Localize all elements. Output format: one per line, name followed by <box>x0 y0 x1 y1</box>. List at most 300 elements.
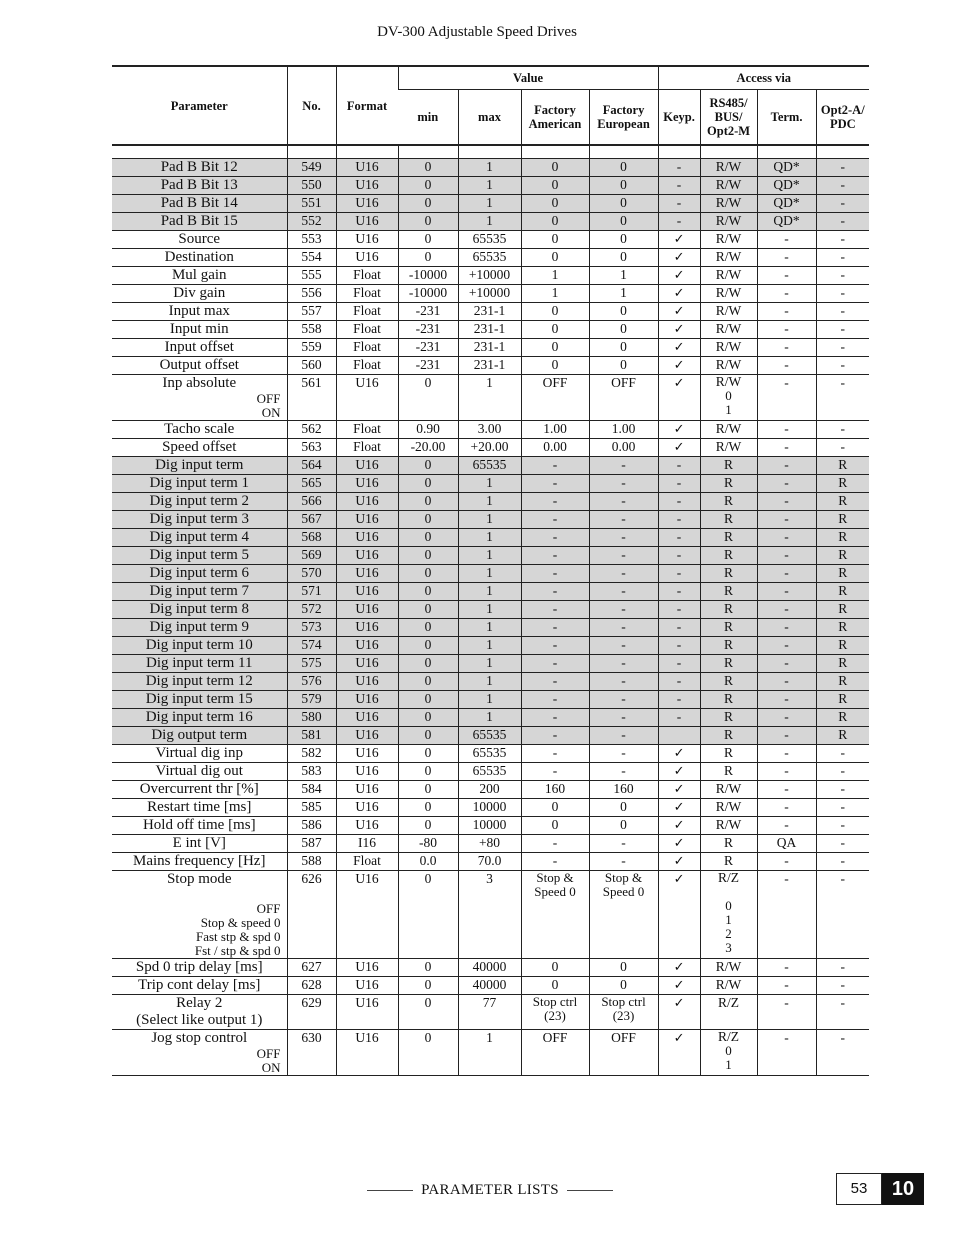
parameter-name: Virtual dig inp <box>155 745 243 761</box>
header-factory-american-l1: Factory <box>534 103 576 117</box>
cell-keypad <box>658 285 700 303</box>
cell-factory-european: - <box>589 727 658 745</box>
cell-parameter <box>112 601 287 619</box>
cell-factory-european: - <box>589 853 658 871</box>
parameter-name: E int [V] <box>172 835 226 851</box>
cell-rs485: R <box>700 745 757 763</box>
cell-opt2a: R <box>816 475 869 493</box>
parameter-name: Input min <box>169 321 229 337</box>
cell-no: 582 <box>287 745 336 763</box>
cell-opt2a: - <box>816 285 869 303</box>
parameter-name: Inp absolute <box>162 375 237 391</box>
cell-factory-american: 0 <box>521 177 589 195</box>
cell-no: 570 <box>287 565 336 583</box>
cell-keypad <box>658 745 700 763</box>
cell-opt2a: R <box>816 511 869 529</box>
parameter-name: Overcurrent thr [%] <box>139 781 259 797</box>
cell-factory-american: Stop ctrl (23) <box>521 995 589 1030</box>
cell-max: 231-1 <box>458 339 521 357</box>
cell-factory-european: - <box>589 745 658 763</box>
cell-rs485: R/W <box>700 231 757 249</box>
keypad-value: - <box>676 619 682 634</box>
cell-factory-american: - <box>521 709 589 727</box>
cell-factory-european: 0 <box>589 303 658 321</box>
cell-rs485: R <box>700 475 757 493</box>
cell-max: 65535 <box>458 249 521 267</box>
table-row <box>112 655 869 673</box>
table-row <box>112 853 869 871</box>
cell-opt2a: R <box>816 691 869 709</box>
header-format: Format <box>336 66 398 145</box>
keypad-value: - <box>676 673 682 688</box>
cell-max: 1 <box>458 177 521 195</box>
cell-factory-european: - <box>589 565 658 583</box>
parameter-name: Dig input term 4 <box>149 529 250 545</box>
cell-parameter <box>112 511 287 529</box>
cell-format: U16 <box>336 583 398 601</box>
cell-factory-european: - <box>589 583 658 601</box>
table-row <box>112 763 869 781</box>
cell-factory-european: Stop & Speed 0 <box>589 871 658 959</box>
cell-opt2a: R <box>816 493 869 511</box>
cell-term: - <box>757 303 816 321</box>
header-rs485 <box>700 90 757 146</box>
cell-term: - <box>757 565 816 583</box>
cell-no: 559 <box>287 339 336 357</box>
cell-max: 1 <box>458 493 521 511</box>
cell-min: 0 <box>398 977 458 995</box>
cell-factory-american: - <box>521 547 589 565</box>
cell-keypad <box>658 835 700 853</box>
parameter-name: Div gain <box>173 285 226 301</box>
cell-format: Float <box>336 357 398 375</box>
cell-no: 558 <box>287 321 336 339</box>
cell-factory-american: - <box>521 619 589 637</box>
cell-format: Float <box>336 285 398 303</box>
cell-no: 566 <box>287 493 336 511</box>
cell-keypad <box>658 619 700 637</box>
cell-max: 1 <box>458 673 521 691</box>
cell-max: 1 <box>458 213 521 231</box>
cell-term: - <box>757 285 816 303</box>
cell-min: 0 <box>398 547 458 565</box>
checkmark-icon: ✓ <box>673 800 685 815</box>
cell-format: Float <box>336 853 398 871</box>
cell-no: 587 <box>287 835 336 853</box>
cell-term: - <box>757 817 816 835</box>
cell-factory-european: - <box>589 763 658 781</box>
cell-max: 40000 <box>458 959 521 977</box>
cell-term: - <box>757 493 816 511</box>
cell-parameter <box>112 817 287 835</box>
cell-max: 1 <box>458 1030 521 1076</box>
cell-max: +20.00 <box>458 439 521 457</box>
cell-max: 70.0 <box>458 853 521 871</box>
option-code: 1 <box>725 1057 732 1072</box>
cell-term: - <box>757 781 816 799</box>
cell-max: 1 <box>458 511 521 529</box>
cell-parameter <box>112 177 287 195</box>
cell-format: U16 <box>336 727 398 745</box>
cell-opt2a: R <box>816 529 869 547</box>
cell-opt2a: - <box>816 995 869 1030</box>
cell-parameter <box>112 457 287 475</box>
cell-format: U16 <box>336 475 398 493</box>
cell-term: - <box>757 1030 816 1076</box>
header-factory-american <box>521 90 589 146</box>
cell-term: QD* <box>757 177 816 195</box>
header-max: max <box>458 90 521 146</box>
cell-opt2a: - <box>816 421 869 439</box>
table-row <box>112 799 869 817</box>
keypad-value: - <box>676 177 682 192</box>
parameter-name: Dig input term 1 <box>149 475 250 491</box>
cell-factory-european: 0 <box>589 321 658 339</box>
cell-parameter <box>112 673 287 691</box>
cell-min: 0 <box>398 375 458 421</box>
table-row <box>112 995 869 1030</box>
cell-max: 65535 <box>458 231 521 249</box>
cell-parameter <box>112 871 287 959</box>
cell-opt2a: - <box>816 439 869 457</box>
cell-keypad <box>658 303 700 321</box>
cell-no: 575 <box>287 655 336 673</box>
parameter-name: Pad B Bit 12 <box>160 159 238 175</box>
parameter-name: Dig output term <box>151 727 248 743</box>
cell-max: 1 <box>458 601 521 619</box>
cell-rs485: R/W <box>700 339 757 357</box>
keypad-value: - <box>676 583 682 598</box>
cell-parameter <box>112 357 287 375</box>
cell-no: 549 <box>287 159 336 177</box>
cell-min: -231 <box>398 303 458 321</box>
cell-factory-american: 0 <box>521 817 589 835</box>
checkmark-icon: ✓ <box>673 872 685 887</box>
header-factory-european-l2: European <box>597 117 650 131</box>
cell-no: 557 <box>287 303 336 321</box>
option-spacer <box>114 888 285 902</box>
cell-term: - <box>757 511 816 529</box>
cell-format: U16 <box>336 673 398 691</box>
table-row <box>112 439 869 457</box>
cell-no: 573 <box>287 619 336 637</box>
parameter-name: Dig input term 16 <box>145 709 253 725</box>
cell-factory-american: 1 <box>521 285 589 303</box>
cell-factory-american: 0.00 <box>521 439 589 457</box>
cell-no: 551 <box>287 195 336 213</box>
cell-keypad <box>658 267 700 285</box>
cell-min: -231 <box>398 339 458 357</box>
option-spacer <box>703 885 755 899</box>
cell-term: - <box>757 655 816 673</box>
cell-keypad <box>658 799 700 817</box>
cell-parameter <box>112 655 287 673</box>
cell-keypad <box>658 959 700 977</box>
cell-factory-american: 0 <box>521 339 589 357</box>
header-gap-row <box>112 145 869 159</box>
parameter-name: Dig input term <box>155 457 244 473</box>
cell-factory-european: Stop ctrl (23) <box>589 995 658 1030</box>
cell-parameter <box>112 959 287 977</box>
cell-keypad <box>658 637 700 655</box>
keypad-value: - <box>676 709 682 724</box>
cell-keypad <box>658 421 700 439</box>
table-body <box>112 145 869 1076</box>
cell-no: 571 <box>287 583 336 601</box>
cell-factory-american: - <box>521 673 589 691</box>
cell-format: Float <box>336 303 398 321</box>
cell-rs485: R/W <box>700 195 757 213</box>
cell-no: 567 <box>287 511 336 529</box>
cell-factory-american: - <box>521 655 589 673</box>
parameter-option: Fast stp & spd 0 <box>195 929 281 944</box>
cell-rs485: R/W <box>700 799 757 817</box>
cell-parameter <box>112 583 287 601</box>
parameter-option: OFF <box>256 1046 281 1061</box>
checkmark-icon: ✓ <box>673 268 685 283</box>
header-keyp: Keyp. <box>658 90 700 146</box>
table-row <box>112 745 869 763</box>
header-parameter: Parameter <box>112 66 287 145</box>
cell-format: U16 <box>336 493 398 511</box>
parameter-name: Restart time [ms] <box>147 799 252 815</box>
cell-format: U16 <box>336 159 398 177</box>
cell-factory-american: - <box>521 835 589 853</box>
cell-factory-american: 160 <box>521 781 589 799</box>
option-code: 2 <box>725 926 732 941</box>
cell-rs485: R <box>700 529 757 547</box>
table-row <box>112 673 869 691</box>
cell-min: 0 <box>398 601 458 619</box>
cell-opt2a: R <box>816 709 869 727</box>
cell-rs485: R/W <box>700 959 757 977</box>
cell-keypad <box>658 231 700 249</box>
cell-max: 1 <box>458 583 521 601</box>
cell-min: -20.00 <box>398 439 458 457</box>
cell-parameter <box>112 547 287 565</box>
cell-min: 0 <box>398 763 458 781</box>
cell-max: +80 <box>458 835 521 853</box>
table-row <box>112 321 869 339</box>
cell-format: U16 <box>336 601 398 619</box>
cell-rs485 <box>700 871 757 959</box>
parameter-name: Virtual dig out <box>155 763 243 779</box>
cell-term: - <box>757 249 816 267</box>
cell-parameter <box>112 285 287 303</box>
cell-no: 584 <box>287 781 336 799</box>
cell-opt2a: R <box>816 619 869 637</box>
cell-term: - <box>757 267 816 285</box>
cell-min: 0 <box>398 249 458 267</box>
option-code: 0 <box>725 388 732 403</box>
table-row <box>112 339 869 357</box>
parameter-name: Hold off time [ms] <box>142 817 256 833</box>
parameter-name: Stop mode <box>166 871 232 887</box>
cell-parameter <box>112 1030 287 1076</box>
checkmark-icon: ✓ <box>673 304 685 319</box>
cell-no: 555 <box>287 267 336 285</box>
table-row <box>112 231 869 249</box>
cell-term: - <box>757 439 816 457</box>
keypad-value: - <box>676 213 682 228</box>
checkmark-icon: ✓ <box>673 422 685 437</box>
table-row <box>112 159 869 177</box>
cell-parameter <box>112 475 287 493</box>
cell-rs485: R <box>700 709 757 727</box>
cell-max: 1 <box>458 691 521 709</box>
checkmark-icon: ✓ <box>673 818 685 833</box>
cell-opt2a: - <box>816 959 869 977</box>
cell-min: 0 <box>398 745 458 763</box>
cell-max: 3 <box>458 871 521 959</box>
cell-min: 0 <box>398 691 458 709</box>
chapter-number: 10 <box>882 1173 924 1205</box>
cell-parameter <box>112 619 287 637</box>
cell-parameter <box>112 565 287 583</box>
parameter-name: Source <box>178 231 221 247</box>
cell-no: 561 <box>287 375 336 421</box>
cell-parameter <box>112 995 287 1030</box>
cell-max: 1 <box>458 375 521 421</box>
cell-factory-european: - <box>589 529 658 547</box>
cell-max: 231-1 <box>458 357 521 375</box>
cell-opt2a: R <box>816 673 869 691</box>
table-row <box>112 547 869 565</box>
table-row <box>112 195 869 213</box>
cell-format: U16 <box>336 565 398 583</box>
cell-rs485: R/W <box>700 421 757 439</box>
cell-min: 0 <box>398 511 458 529</box>
cell-max: 1 <box>458 547 521 565</box>
cell-factory-european: - <box>589 691 658 709</box>
cell-term: QD* <box>757 195 816 213</box>
cell-opt2a: - <box>816 763 869 781</box>
cell-term: - <box>757 421 816 439</box>
cell-min: 0 <box>398 959 458 977</box>
cell-term: - <box>757 619 816 637</box>
table-row <box>112 959 869 977</box>
cell-term: - <box>757 583 816 601</box>
table-row <box>112 601 869 619</box>
parameter-name: Dig input term 8 <box>149 601 250 617</box>
cell-opt2a: - <box>816 977 869 995</box>
cell-max: +10000 <box>458 267 521 285</box>
cell-factory-american: 1 <box>521 267 589 285</box>
parameter-option: Stop & speed 0 <box>200 915 281 930</box>
cell-term: - <box>757 357 816 375</box>
checkmark-icon: ✓ <box>673 1031 685 1046</box>
cell-format: U16 <box>336 511 398 529</box>
cell-no: 581 <box>287 727 336 745</box>
cell-term: QD* <box>757 213 816 231</box>
cell-format: U16 <box>336 655 398 673</box>
cell-keypad <box>658 511 700 529</box>
parameter-name: Dig input term 12 <box>145 673 253 689</box>
checkmark-icon: ✓ <box>673 836 685 851</box>
cell-term: - <box>757 871 816 959</box>
cell-factory-european: - <box>589 475 658 493</box>
cell-term: - <box>757 547 816 565</box>
cell-parameter <box>112 691 287 709</box>
checkmark-icon: ✓ <box>673 286 685 301</box>
table-row <box>112 249 869 267</box>
cell-rs485: R <box>700 763 757 781</box>
cell-max: 1 <box>458 655 521 673</box>
cell-no: 574 <box>287 637 336 655</box>
cell-opt2a: R <box>816 583 869 601</box>
cell-term: - <box>757 673 816 691</box>
cell-factory-american: 0 <box>521 357 589 375</box>
cell-parameter <box>112 781 287 799</box>
cell-min: 0 <box>398 799 458 817</box>
cell-format: U16 <box>336 249 398 267</box>
cell-opt2a: R <box>816 727 869 745</box>
cell-max: 10000 <box>458 817 521 835</box>
cell-format: U16 <box>336 995 398 1030</box>
cell-keypad <box>658 565 700 583</box>
cell-keypad <box>658 727 700 745</box>
cell-keypad <box>658 177 700 195</box>
cell-opt2a: - <box>816 799 869 817</box>
cell-rs485: R <box>700 457 757 475</box>
footer-section <box>0 1182 954 1199</box>
cell-factory-american: - <box>521 601 589 619</box>
cell-min: 0 <box>398 673 458 691</box>
cell-format: U16 <box>336 817 398 835</box>
parameter-name: Jog stop control <box>151 1030 248 1046</box>
cell-min: -231 <box>398 321 458 339</box>
cell-min: 0 <box>398 727 458 745</box>
cell-term: - <box>757 529 816 547</box>
cell-opt2a: - <box>816 375 869 421</box>
header-rs485-l1: RS485/ <box>709 96 748 110</box>
cell-opt2a: - <box>816 853 869 871</box>
cell-parameter <box>112 231 287 249</box>
table-row <box>112 709 869 727</box>
parameter-name: Input offset <box>164 339 234 355</box>
table-row <box>112 529 869 547</box>
cell-max: 231-1 <box>458 321 521 339</box>
cell-parameter <box>112 303 287 321</box>
cell-parameter <box>112 835 287 853</box>
cell-min: 0 <box>398 709 458 727</box>
parameter-name: Dig input term 15 <box>145 691 253 707</box>
cell-keypad <box>658 439 700 457</box>
cell-factory-european: 0 <box>589 231 658 249</box>
cell-rs485 <box>700 375 757 421</box>
cell-rs485: R <box>700 673 757 691</box>
cell-opt2a: - <box>816 303 869 321</box>
cell-opt2a: R <box>816 601 869 619</box>
cell-rs485: R/W <box>700 321 757 339</box>
cell-rs485: R/W <box>700 357 757 375</box>
cell-rs485: R/W <box>700 267 757 285</box>
access-rs485: R/W <box>715 374 742 389</box>
cell-rs485: R <box>700 727 757 745</box>
option-code: 1 <box>725 402 732 417</box>
cell-keypad <box>658 977 700 995</box>
cell-factory-american: 0 <box>521 195 589 213</box>
cell-max: 65535 <box>458 457 521 475</box>
parameter-name: Speed offset <box>162 439 237 455</box>
cell-term: - <box>757 339 816 357</box>
footer-section-label: PARAMETER LISTS <box>421 1182 559 1198</box>
cell-factory-american: 0 <box>521 977 589 995</box>
cell-factory-european: - <box>589 619 658 637</box>
cell-no: 583 <box>287 763 336 781</box>
cell-factory-european: - <box>589 709 658 727</box>
cell-format: U16 <box>336 781 398 799</box>
